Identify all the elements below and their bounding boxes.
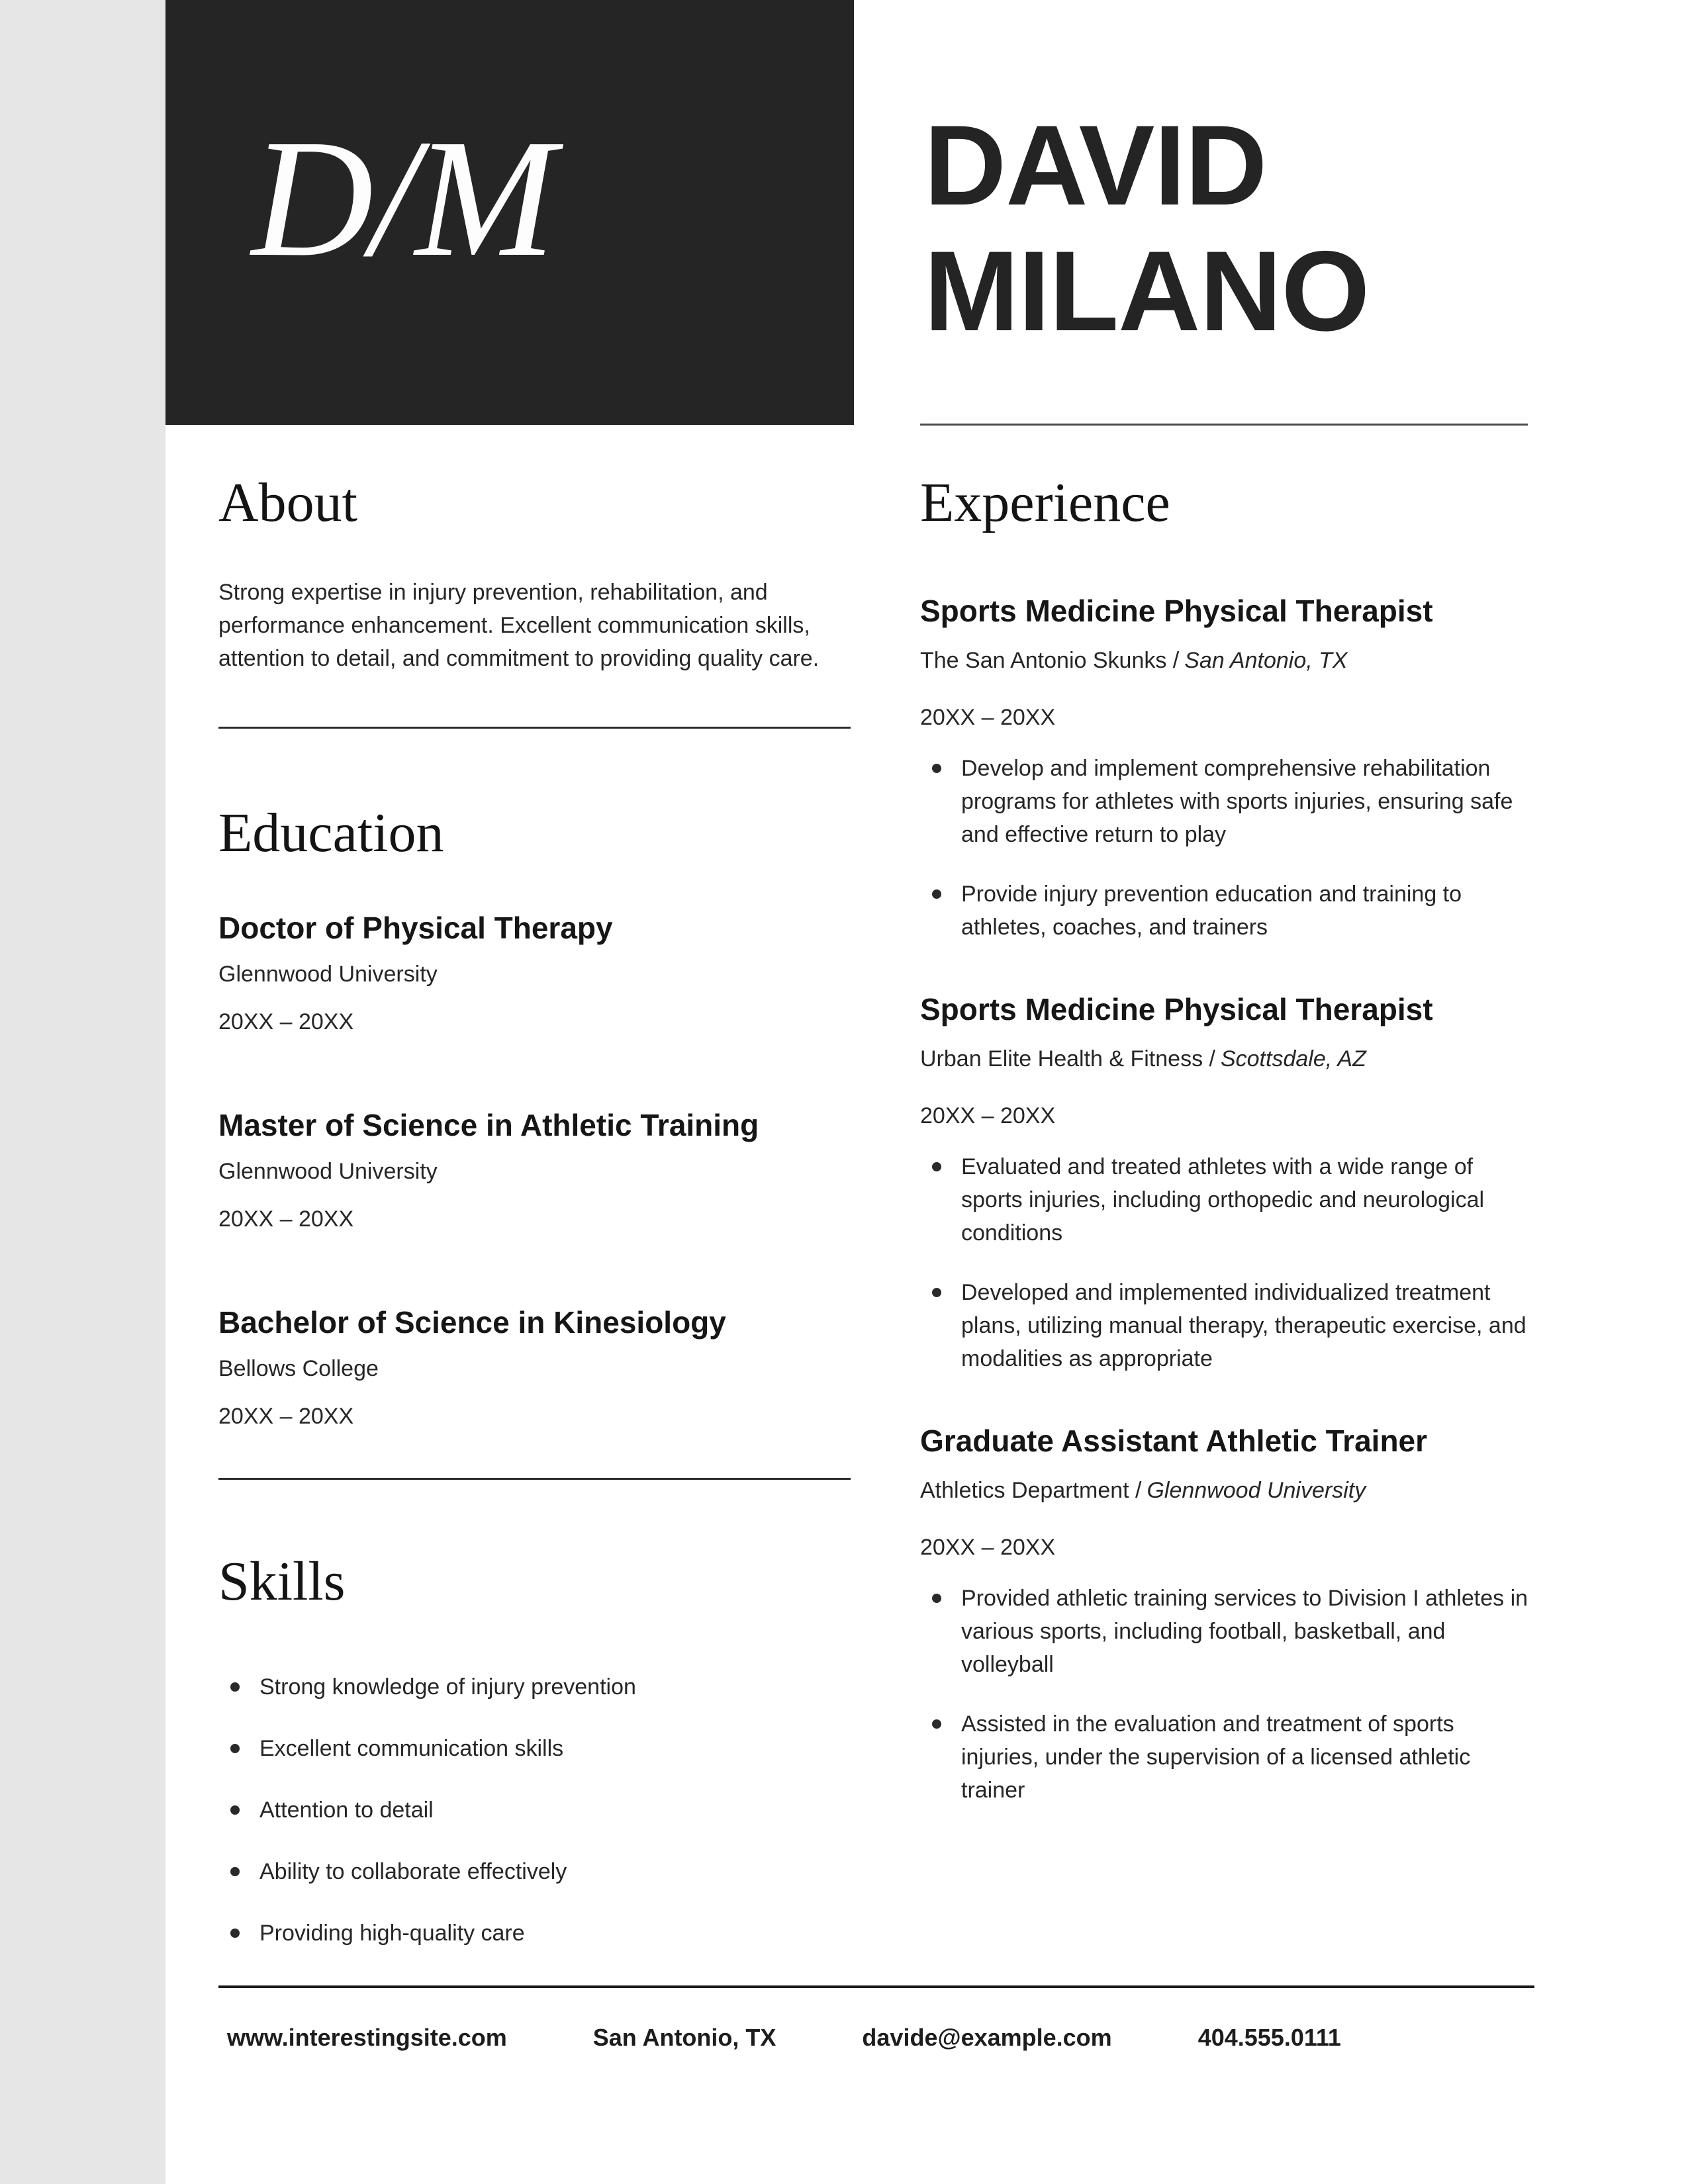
resume-page (165, 0, 1688, 2184)
education-dates: 20XX – 20XX (218, 1206, 354, 1232)
skills-list (218, 1670, 851, 1950)
education-item (218, 909, 851, 1038)
job-bullet: Evaluated and treated athletes with a wide range of sports injuries, including orthopedic and neurological conditions (920, 1150, 1536, 1250)
footer-location: San Antonio, TX (592, 2024, 776, 2051)
name-heading (924, 103, 1369, 354)
skill-item: Attention to detail (218, 1794, 851, 1827)
job-dates: 20XX – 20XX (920, 1103, 1056, 1128)
footer (227, 2024, 1534, 2052)
job-org: Athletics Department / (920, 1478, 1142, 1503)
education-item (218, 1303, 851, 1433)
degree-title: Master of Science in Athletic Training (218, 1108, 759, 1142)
skill-item: Strong knowledge of injury prevention (218, 1670, 851, 1704)
job-org: Urban Elite Health & Fitness / (920, 1046, 1215, 1071)
left-column (218, 470, 851, 1978)
name-divider (920, 424, 1528, 426)
job-entry (920, 990, 1536, 1375)
monogram-box (165, 0, 854, 425)
job-bullets (920, 752, 1536, 944)
right-column (920, 470, 1536, 1853)
education-dates: 20XX – 20XX (218, 1009, 354, 1034)
job-bullet: Develop and implement comprehensive rehabilitation programs for athletes with sports injuries, ensuring safe and effective return to play (920, 752, 1536, 851)
footer-website: www.interestingsite.com (227, 2024, 507, 2051)
education-heading: Education (218, 802, 444, 864)
first-name: DAVID (924, 102, 1267, 229)
education-item (218, 1106, 851, 1236)
job-org: The San Antonio Skunks / (920, 648, 1180, 673)
education-divider (218, 1478, 851, 1480)
job-location: Glennwood University (1147, 1478, 1366, 1503)
job-bullets (920, 1582, 1536, 1807)
footer-email: davide@example.com (862, 2024, 1112, 2051)
job-location: San Antonio, TX (1184, 648, 1348, 673)
experience-list (920, 592, 1536, 1807)
job-title: Sports Medicine Physical Therapist (920, 992, 1433, 1026)
about-paragraph: Strong expertise in injury prevention, rehabilitation, and performance enhancement. Excellent communication skills, attention to detail, and commitment to providing quality care. (218, 580, 820, 671)
skill-item: Providing high-quality care (218, 1917, 851, 1950)
job-dates: 20XX – 20XX (920, 705, 1056, 730)
job-org-line (920, 1044, 1536, 1073)
about-divider (218, 727, 851, 729)
monogram-logo: D/M (252, 105, 553, 292)
job-org-line (920, 1476, 1536, 1505)
education-list (218, 909, 851, 1433)
job-entry (920, 592, 1536, 944)
school-name: Glennwood University (218, 962, 438, 987)
skill-item: Ability to collaborate effectively (218, 1855, 851, 1888)
job-bullet: Provided athletic training services to Division I athletes in various sports, including football, basketball, and volleyball (920, 1582, 1536, 1681)
school-name: Glennwood University (218, 1159, 438, 1184)
skills-heading: Skills (218, 1551, 346, 1612)
footer-divider (218, 1985, 1534, 1988)
job-bullets (920, 1150, 1536, 1375)
job-title: Sports Medicine Physical Therapist (920, 594, 1433, 628)
job-location: Scottsdale, AZ (1220, 1046, 1366, 1071)
skill-item: Excellent communication skills (218, 1732, 851, 1765)
degree-title: Bachelor of Science in Kinesiology (218, 1305, 726, 1340)
job-bullet: Provide injury prevention education and training to athletes, coaches, and trainers (920, 878, 1536, 944)
last-name: MILANO (924, 228, 1370, 355)
about-heading: About (218, 472, 357, 533)
job-org-line (920, 646, 1536, 675)
education-dates: 20XX – 20XX (218, 1404, 354, 1429)
school-name: Bellows College (218, 1356, 379, 1381)
job-bullet: Developed and implemented individualized treatment plans, utilizing manual therapy, therapeutic exercise, and modalities as appropriate (920, 1276, 1536, 1375)
experience-heading: Experience (920, 472, 1170, 533)
degree-title: Doctor of Physical Therapy (218, 911, 613, 945)
job-dates: 20XX – 20XX (920, 1535, 1056, 1560)
job-bullet: Assisted in the evaluation and treatment of sports injuries, under the supervision of a licensed athletic trainer (920, 1707, 1536, 1807)
job-entry (920, 1422, 1536, 1807)
footer-phone: 404.555.0111 (1197, 2024, 1341, 2051)
job-title: Graduate Assistant Athletic Trainer (920, 1424, 1428, 1458)
